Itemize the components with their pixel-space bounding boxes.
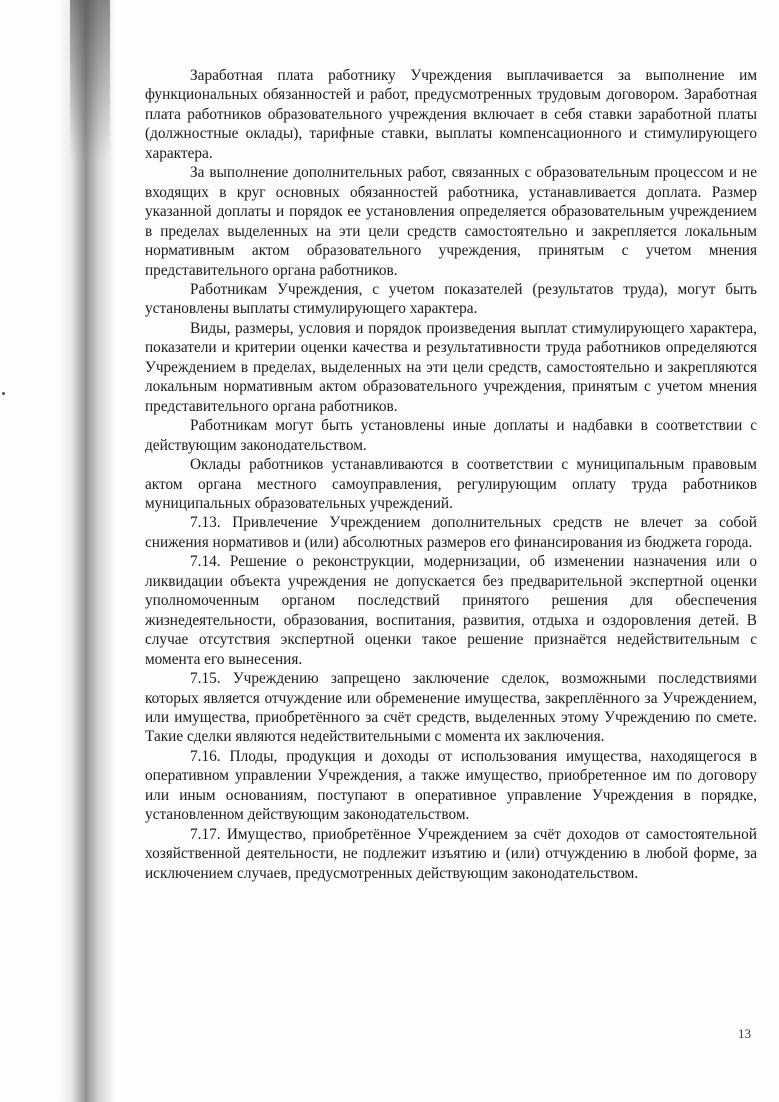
paragraph-7-13: 7.13. Привлечение Учреждением дополнительных средств не влечет за собой снижения нормативов и (или) абсолютных размеров его финансирования из бюджета города. [145, 514, 757, 551]
scan-speck [2, 392, 5, 395]
paragraph-7-14: 7.14. Решение о реконструкции, модернизации, об изменении назначения или о ликвидации объекта учреждения не допускается без предварительной экспертной оценки уполномоченным органом последствий принятого решения для обеспечения жизнедеятельности, образования, воспитания, развития, отдыха и оздоровления детей. В случае отсутствия экспертной оценки такое решение признаётся недействительным с момента его вынесения. [145, 553, 757, 668]
paragraph-7-16: 7.16. Плоды, продукция и доходы от использования имущества, находящегося в оперативном управлении Учреждения, а также имущество, приобретенное им по договору или иным основаниям, поступают в оперативное управление Учреждения в порядке, установленном действующим законодательством. [145, 747, 757, 824]
paragraph-other-bonuses: Работникам могут быть установлены иные доплаты и надбавки в соответствии с действующим законодательством. [145, 417, 757, 454]
page-number: 13 [738, 1026, 751, 1041]
paragraph-additional-work: За выполнение дополнительных работ, связанных с образовательным процессом и не входящих в круг основных обязанностей работника, устанавливается доплата. Размер указанной доплаты и порядок ее установления определяется образовательным учреждением в пределах выделенных на эти цели средств самостоятельно и закрепляется локальным нормативным актом образовательного учреждения, принятым с учетом мнения представительного органа работников. [145, 164, 757, 279]
document-body [145, 66, 757, 883]
paragraph-base-salaries: Оклады работников устанавливаются в соответствии с муниципальным правовым актом органа местного самоуправления, регулирующим оплату труда работников муниципальных образовательных учреждений. [145, 456, 757, 512]
paragraph-incentive-payments: Работникам Учреждения, с учетом показателей (результатов труда), могут быть установлены выплаты стимулирующего характера. [145, 280, 757, 318]
scan-binding-shadow [58, 0, 116, 1102]
paragraph-salary: Заработная плата работнику Учреждения выплачивается за выполнение им функциональных обязанностей и работ, предусмотренных трудовым договором. Заработная плата работников образовательного учреждения включает в себя ставки заработной платы (должностные оклады), тарифные ставки, выплаты компенсационного и стимулирующего характера. [145, 67, 757, 162]
paragraph-incentive-criteria: Виды, размеры, условия и порядок произведения выплат стимулирующего характера, показатели и критерии оценки качества и результативности труда работников определяются Учреждением в пределах, выделенных на эти цели средств, самостоятельно и закрепляются локальным нормативным актом образовательного учреждения, принятым с учетом мнения представительного органа работников. [145, 319, 757, 415]
paragraph-7-17: 7.17. Имущество, приобретённое Учреждением за счёт доходов от самостоятельной хозяйственной деятельности, не подлежит изъятию и (или) отчуждению в любой форме, за исключением случаев, предусмотренных действующим законодательством. [145, 825, 757, 882]
paragraph-7-15: 7.15. Учреждению запрещено заключение сделок, возможными последствиями которых является отчуждение или обременение имущества, закреплённого за Учреждением, или имущества, приобретённого за счёт средств, выделенных этому Учреждению по смете. Такие сделки являются недействительными с момента их заключения. [145, 670, 757, 746]
scan-corner-shadow [70, 0, 110, 160]
